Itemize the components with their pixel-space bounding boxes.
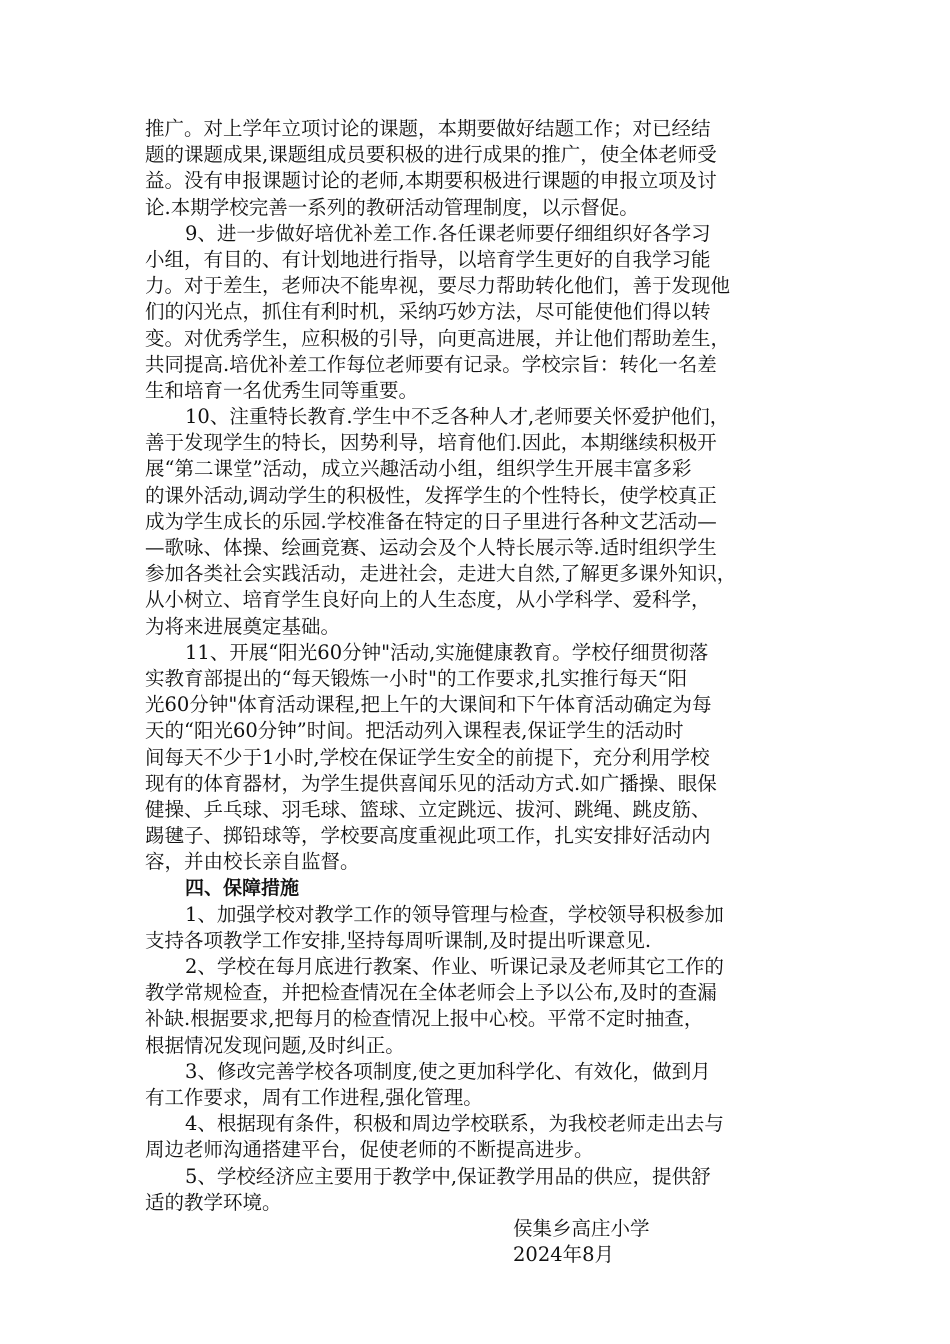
text-line: 们的闪光点，抓住有利时机，采纳巧妙方法，尽可能使他们得以转	[145, 300, 711, 324]
text-line: 间每天不少于1小时,学校在保证学生安全的前提下，充分利用学校	[145, 745, 710, 769]
text-line: 踢毽子、掷铅球等，学校要高度重视此项工作，扎实安排好活动内	[145, 824, 711, 848]
text-line: 小组，有目的、有计划地进行指导，以培育学生更好的自我学习能	[145, 247, 711, 271]
text-line: 展“第二课堂”活动，成立兴趣活动小组，组织学生开展丰富多彩	[145, 457, 692, 481]
text-line: 3、修改完善学校各项制度,使之更加科学化、有效化，做到月	[185, 1059, 711, 1083]
text-line: 4、根据现有条件，积极和周边学校联系，为我校老师走出去与	[185, 1112, 724, 1136]
text-line: 生和培育一名优秀生同等重要。	[145, 378, 419, 402]
text-line: 2、学校在每月底进行教案、作业、听课记录及老师其它工作的	[185, 955, 724, 978]
text-line: 变。对优秀学生，应积极的引导，向更高进展，并让他们帮助差生，	[145, 326, 731, 350]
text-line: 成为学生成长的乐园.学校准备在特定的日子里进行各种文艺活动—	[145, 509, 717, 533]
text-line: 光60分钟"体育活动课程,把上午的大课间和下午体育活动确定为每	[145, 693, 712, 717]
text-line: 实教育部提出的“每天锻炼一小时"的工作要求,扎实推行每天“阳	[145, 666, 688, 690]
text-line: 补缺.根据要求,把每月的检查情况上报中心校。平常不定时抽查，	[145, 1007, 704, 1031]
text-line: 论.本期学校完善一系列的教研活动管理制度，以示督促。	[145, 195, 639, 219]
text-line: 容，并由校长亲自监督。	[145, 850, 360, 874]
signature-line: 2024年8月	[513, 1243, 615, 1267]
text-line: 11、开展“阳光60分钟"活动,实施健康教育。学校仔细贯彻落	[185, 640, 709, 664]
text-line: 9、进一步做好培优补差工作.各任课老师要仔细组织好各学习	[185, 221, 711, 245]
text-line: 共同提高.培优补差工作每位老师要有记录。学校宗旨：转化一名差	[145, 352, 717, 376]
text-line: 为将来进展奠定基础。	[145, 614, 341, 638]
text-line: 支持各项教学工作安排,坚持每周听课制,及时提出听课意见.	[145, 928, 652, 952]
text-line: 从小树立、培育学生良好向上的人生态度，从小学科学、爱科学，	[145, 588, 711, 612]
signature-line: 侯集乡高庄小学	[513, 1216, 650, 1240]
text-line: 推广。对上学年立项讨论的课题，本期要做好结题工作；对已经结	[145, 117, 711, 140]
text-line: 适的教学环境。	[145, 1190, 282, 1214]
text-line: 力。对于差生，老师决不能卑视，要尽力帮助转化他们，善于发现他	[145, 274, 731, 298]
text-line: 1、加强学校对教学工作的领导管理与检查，学校领导积极参加	[185, 902, 724, 926]
text-line: 善于发现学生的特长，因势利导，培育他们.因此，本期继续积极开	[145, 431, 717, 455]
text-line: 教学常规检查，并把检查情况在全体老师会上予以公布,及时的查漏	[145, 981, 717, 1005]
text-line: 益。没有申报课题讨论的老师,本期要积极进行课题的申报立项及讨	[145, 169, 717, 193]
text-line: —歌咏、体操、绘画竞赛、运动会及个人特长展示等.适时组织学生	[145, 536, 717, 559]
text-line: 有工作要求，周有工作进程,强化管理。	[145, 1085, 483, 1109]
text-line: 参加各类社会实践活动，走进社会，走进大自然,了解更多课外知识，	[145, 562, 737, 586]
text-line: 的课外活动,调动学生的积极性，发挥学生的个性特长，使学校真正	[145, 483, 717, 507]
text-line: 天的“阳光60分钟”时间。把活动列入课程表,保证学生的活动时	[145, 719, 684, 743]
section-heading: 四、保障措施	[185, 877, 300, 900]
text-line: 现有的体育器材，为学生提供喜闻乐见的活动方式.如广播操、眼保	[145, 771, 717, 795]
text-line: 题的课题成果,课题组成员要积极的进行成果的推广，使全体老师受	[145, 143, 717, 167]
text-line: 5、学校经济应主要用于教学中,保证教学用品的供应，提供舒	[185, 1164, 711, 1188]
text-line: 健操、乒乓球、羽毛球、篮球、立定跳远、拔河、跳绳、跳皮筋、	[145, 797, 711, 821]
text-line: 周边老师沟通搭建平台，促使老师的不断提高进步。	[145, 1138, 594, 1162]
document-body	[145, 116, 810, 1268]
text-line: 根据情况发现问题,及时纠正。	[145, 1033, 405, 1057]
text-line: 10、注重特长教育.学生中不乏各种人才,老师要关怀爱护他们，	[185, 405, 730, 429]
